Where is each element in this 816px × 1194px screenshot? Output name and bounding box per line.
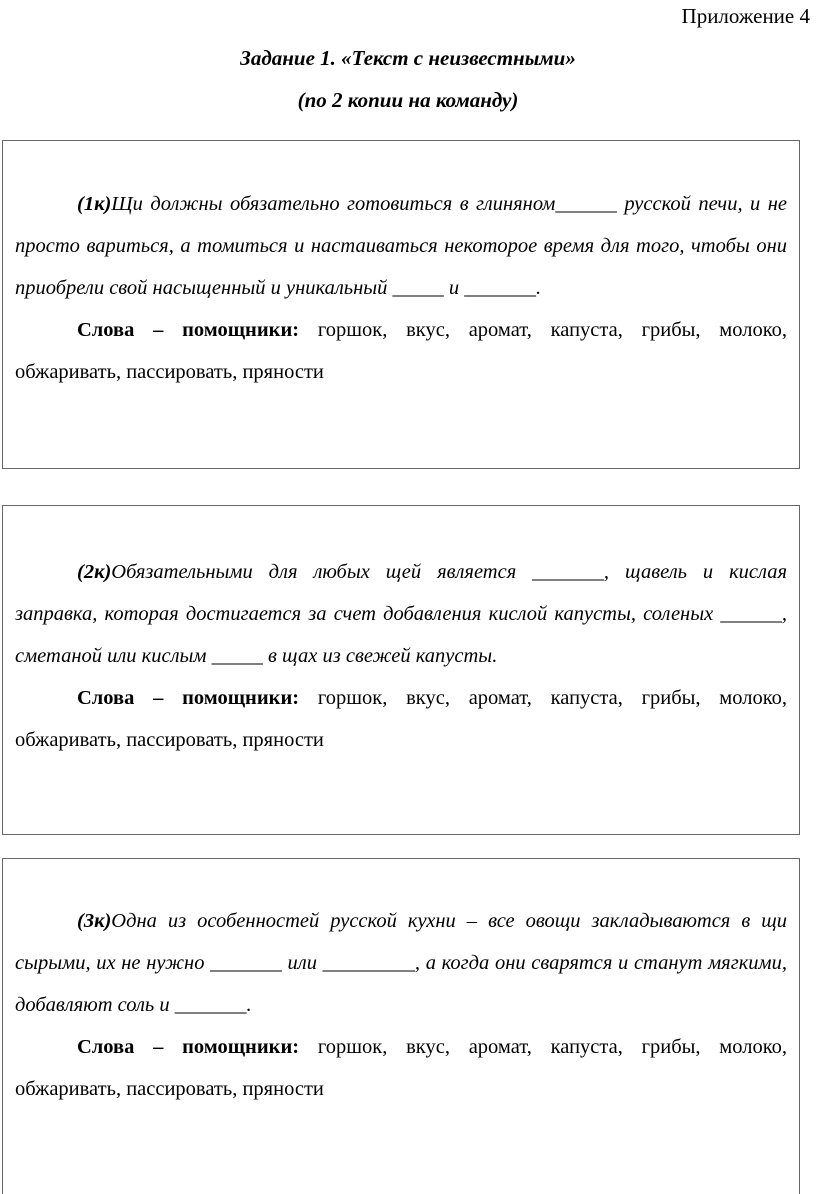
helper-words [3, 1026, 799, 1110]
task-text [3, 900, 799, 1026]
helper-words-label: Слова – помощники: [77, 1036, 300, 1058]
helper-words [3, 309, 799, 393]
card-label: (1к) [77, 193, 112, 215]
task-text [3, 551, 799, 677]
card-text: Обязательными для любых щей является _______, щавель и кислая заправка, которая достигается за счет добавления кислой капусты, соленых ______, сметаной или кислым _____ в щах из свежей капусты. [15, 561, 787, 667]
card-label: (2к) [77, 561, 112, 583]
task-card-1 [2, 140, 800, 469]
task-title: Задание 1. «Текст с неизвестными» [240, 46, 576, 70]
task-card-3 [2, 858, 800, 1194]
helper-words-label: Слова – помощники: [77, 319, 300, 341]
task-subtitle: (по 2 копии на команду) [297, 88, 519, 112]
helper-words [3, 677, 799, 761]
helper-words-label: Слова – помощники: [77, 687, 300, 709]
helper-words-list: горшок, вкус, аромат, капуста, грибы, молоко, обжаривать, пассировать, пряности [15, 687, 787, 751]
task-text [3, 183, 799, 309]
card-text: Одна из особенностей русской кухни – все овощи закладываются в щи сырыми, их не нужно _______ или _________, а когда они сварятся и станут мягкими, добавляют соль и _______. [15, 910, 787, 1016]
card-label: (3к) [77, 910, 112, 932]
helper-words-list: горшок, вкус, аромат, капуста, грибы, молоко, обжаривать, пассировать, пряности [15, 1036, 787, 1100]
helper-words-list: горшок, вкус, аромат, капуста, грибы, молоко, обжаривать, пассировать, пряности [15, 319, 787, 383]
task-card-2 [2, 505, 800, 835]
card-text: Щи должны обязательно готовиться в глиняном______ русской печи, и не просто вариться, а томиться и настаиваться некоторое время для того, чтобы они приобрели свой насыщенный и уникальный _____ и _______. [15, 193, 787, 299]
appendix-label: Приложение 4 [681, 4, 810, 28]
